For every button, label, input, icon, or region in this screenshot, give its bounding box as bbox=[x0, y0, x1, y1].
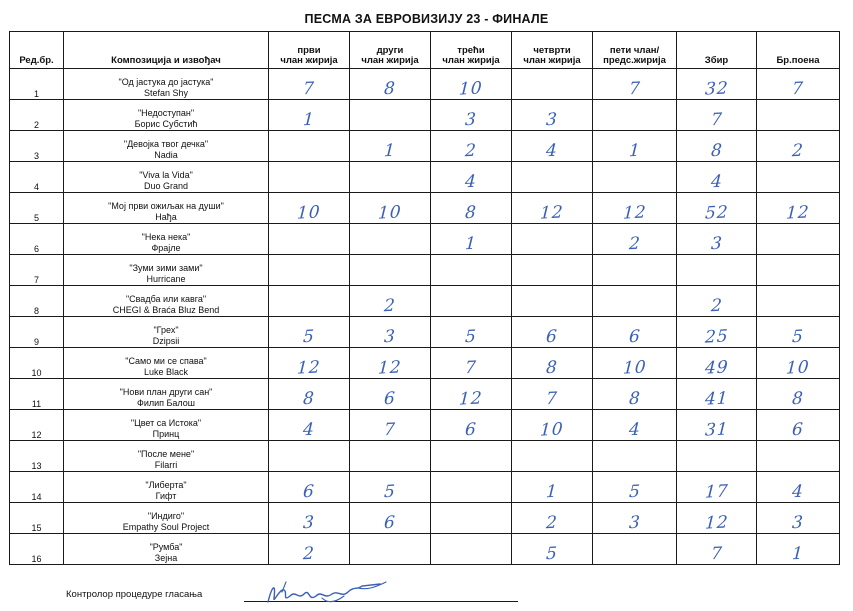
row-number: 5 bbox=[10, 193, 64, 224]
handwritten-value: 5 bbox=[383, 481, 397, 503]
points-awarded bbox=[757, 317, 840, 348]
song-artist-cell bbox=[64, 503, 269, 534]
points-awarded bbox=[757, 69, 840, 100]
handwritten-value: 7 bbox=[302, 78, 316, 100]
song-artist-cell bbox=[64, 534, 269, 565]
col-header-line: први bbox=[297, 45, 321, 56]
juror-5-score bbox=[593, 255, 677, 286]
col-header-line: четврти bbox=[533, 45, 571, 56]
song-title: "Нека нека" bbox=[141, 232, 191, 242]
total-score bbox=[677, 224, 757, 255]
col-header-juror-5 bbox=[593, 32, 677, 69]
juror-3-score bbox=[431, 69, 512, 100]
handwritten-value: 17 bbox=[704, 481, 729, 503]
handwritten-value: 8 bbox=[383, 78, 397, 100]
juror-2-score bbox=[350, 100, 431, 131]
handwritten-value: 1 bbox=[383, 140, 397, 162]
handwritten-value: 7 bbox=[628, 78, 641, 100]
song-artist-cell bbox=[64, 410, 269, 441]
handwritten-value: 10 bbox=[622, 357, 647, 379]
artist-name: CHEGI & Braća Bluz Bend bbox=[112, 305, 220, 315]
song-title: "После мене" bbox=[137, 449, 195, 459]
row-number: 12 bbox=[10, 410, 64, 441]
handwritten-value: 3 bbox=[710, 233, 723, 255]
juror-4-score bbox=[512, 348, 593, 379]
table-row bbox=[10, 162, 840, 193]
handwritten-value: 8 bbox=[464, 202, 478, 224]
juror-5-score bbox=[593, 224, 677, 255]
juror-4-score bbox=[512, 69, 593, 100]
artist-name: Нађа bbox=[155, 212, 177, 222]
juror-1-score bbox=[269, 69, 350, 100]
row-number: 4 bbox=[10, 162, 64, 193]
juror-3-score bbox=[431, 348, 512, 379]
juror-5-score bbox=[593, 410, 677, 441]
handwritten-value: 1 bbox=[791, 543, 805, 565]
handwritten-value: 12 bbox=[377, 357, 403, 379]
row-number: 16 bbox=[10, 534, 64, 565]
handwritten-value: 52 bbox=[704, 202, 729, 224]
total-score bbox=[677, 162, 757, 193]
col-header-line: члан жирија bbox=[361, 55, 419, 66]
juror-3-score bbox=[431, 255, 512, 286]
handwritten-value: 10 bbox=[458, 78, 484, 100]
handwritten-value: 10 bbox=[785, 357, 811, 379]
table-row bbox=[10, 255, 840, 286]
points-awarded bbox=[757, 472, 840, 503]
handwritten-value: 12 bbox=[458, 388, 484, 410]
juror-2-score bbox=[350, 193, 431, 224]
song-artist-cell bbox=[64, 348, 269, 379]
row-number: 9 bbox=[10, 317, 64, 348]
juror-5-score bbox=[593, 441, 677, 472]
col-header-juror-1 bbox=[269, 32, 350, 69]
juror-2-score bbox=[350, 255, 431, 286]
col-header-line: пети члан/ bbox=[609, 45, 660, 56]
song-title: "Индиго" bbox=[147, 511, 185, 521]
song-artist-cell bbox=[64, 441, 269, 472]
handwritten-value: 31 bbox=[704, 419, 729, 441]
juror-4-score bbox=[512, 410, 593, 441]
handwritten-value: 3 bbox=[383, 326, 397, 348]
juror-3-score bbox=[431, 224, 512, 255]
signature-image bbox=[262, 578, 412, 608]
song-title: "Зуми зими зами" bbox=[129, 263, 203, 273]
juror-3-score bbox=[431, 503, 512, 534]
points-awarded bbox=[757, 410, 840, 441]
table-row bbox=[10, 348, 840, 379]
juror-5-score bbox=[593, 131, 677, 162]
handwritten-value: 12 bbox=[539, 202, 565, 224]
song-artist-cell bbox=[64, 162, 269, 193]
table-body bbox=[10, 69, 840, 565]
handwritten-value: 1 bbox=[464, 233, 478, 255]
juror-5-score bbox=[593, 69, 677, 100]
table-row bbox=[10, 503, 840, 534]
table-row bbox=[10, 410, 840, 441]
col-header-points bbox=[757, 32, 840, 69]
song-title: "Од јастука до јастука" bbox=[118, 77, 214, 87]
handwritten-value: 2 bbox=[710, 295, 723, 317]
handwritten-value: 4 bbox=[545, 140, 559, 162]
juror-2-score bbox=[350, 379, 431, 410]
handwritten-value: 32 bbox=[704, 78, 729, 100]
points-awarded bbox=[757, 224, 840, 255]
juror-1-score bbox=[269, 534, 350, 565]
row-number: 8 bbox=[10, 286, 64, 317]
points-awarded bbox=[757, 348, 840, 379]
handwritten-value: 4 bbox=[464, 171, 478, 193]
col-header-line: трећи bbox=[457, 45, 485, 56]
juror-4-score bbox=[512, 224, 593, 255]
handwritten-value: 3 bbox=[302, 512, 316, 534]
handwritten-value: 41 bbox=[704, 388, 729, 410]
handwritten-value: 5 bbox=[628, 481, 641, 503]
handwritten-value: 8 bbox=[628, 388, 641, 410]
handwritten-value: 12 bbox=[296, 357, 322, 379]
juror-4-score bbox=[512, 162, 593, 193]
song-artist-cell bbox=[64, 100, 269, 131]
juror-4-score bbox=[512, 472, 593, 503]
handwritten-value: 6 bbox=[628, 326, 641, 348]
handwritten-value: 3 bbox=[545, 109, 559, 131]
table-row bbox=[10, 534, 840, 565]
col-header-line: члан жирија bbox=[442, 55, 500, 66]
juror-1-score bbox=[269, 317, 350, 348]
handwritten-value: 25 bbox=[704, 326, 729, 348]
song-artist-cell bbox=[64, 255, 269, 286]
juror-2-score bbox=[350, 131, 431, 162]
handwritten-value: 7 bbox=[791, 78, 805, 100]
juror-4-score bbox=[512, 441, 593, 472]
table-row bbox=[10, 131, 840, 162]
handwritten-value: 3 bbox=[464, 109, 478, 131]
juror-1-score bbox=[269, 379, 350, 410]
handwritten-value: 7 bbox=[383, 419, 397, 441]
song-artist-cell bbox=[64, 193, 269, 224]
total-score bbox=[677, 69, 757, 100]
artist-name: Борис Субстић bbox=[134, 119, 198, 129]
juror-2-score bbox=[350, 348, 431, 379]
song-title: "Само ми се спава" bbox=[125, 356, 207, 366]
juror-3-score bbox=[431, 441, 512, 472]
col-header-total bbox=[677, 32, 757, 69]
row-number: 3 bbox=[10, 131, 64, 162]
artist-name: Filarri bbox=[154, 460, 178, 470]
artist-name: Duo Grand bbox=[143, 181, 189, 191]
table-row bbox=[10, 441, 840, 472]
juror-2-score bbox=[350, 69, 431, 100]
handwritten-value: 49 bbox=[704, 357, 729, 379]
handwritten-value: 12 bbox=[785, 202, 811, 224]
handwritten-value: 3 bbox=[628, 512, 641, 534]
handwritten-value: 6 bbox=[383, 512, 397, 534]
handwritten-value: 7 bbox=[710, 109, 723, 131]
juror-4-score bbox=[512, 286, 593, 317]
juror-5-score bbox=[593, 193, 677, 224]
juror-4-score bbox=[512, 193, 593, 224]
artist-name: Stefan Shy bbox=[143, 88, 189, 98]
song-artist-cell bbox=[64, 131, 269, 162]
total-score bbox=[677, 534, 757, 565]
song-title: "Девојка твог дечка" bbox=[123, 139, 209, 149]
artist-name: Зејна bbox=[154, 553, 178, 563]
song-title: "Viva la Vida" bbox=[139, 170, 193, 180]
col-header-line: предс.жирија bbox=[603, 55, 666, 66]
col-header-line: Композиција и извођач bbox=[111, 55, 221, 66]
juror-5-score bbox=[593, 162, 677, 193]
points-awarded bbox=[757, 534, 840, 565]
song-title: "Грех" bbox=[153, 325, 179, 335]
song-title: "Недоступан" bbox=[137, 108, 195, 118]
juror-2-score bbox=[350, 472, 431, 503]
points-awarded bbox=[757, 503, 840, 534]
col-header-line: Ред.бр. bbox=[19, 55, 54, 66]
juror-1-score bbox=[269, 441, 350, 472]
total-score bbox=[677, 441, 757, 472]
juror-2-score bbox=[350, 503, 431, 534]
table-row bbox=[10, 100, 840, 131]
handwritten-value: 7 bbox=[710, 543, 723, 565]
juror-1-score bbox=[269, 286, 350, 317]
juror-1-score bbox=[269, 193, 350, 224]
juror-4-score bbox=[512, 131, 593, 162]
handwritten-value: 12 bbox=[704, 512, 729, 534]
juror-4-score bbox=[512, 503, 593, 534]
juror-2-score bbox=[350, 441, 431, 472]
juror-4-score bbox=[512, 255, 593, 286]
juror-5-score bbox=[593, 100, 677, 131]
juror-5-score bbox=[593, 534, 677, 565]
handwritten-value: 10 bbox=[539, 419, 565, 441]
table-row bbox=[10, 379, 840, 410]
juror-5-score bbox=[593, 317, 677, 348]
row-number: 1 bbox=[10, 69, 64, 100]
total-score bbox=[677, 472, 757, 503]
col-header-juror-3 bbox=[431, 32, 512, 69]
juror-4-score bbox=[512, 534, 593, 565]
col-header-line: члан жирија bbox=[280, 55, 338, 66]
handwritten-value: 2 bbox=[545, 512, 559, 534]
table-row bbox=[10, 472, 840, 503]
song-artist-cell bbox=[64, 317, 269, 348]
song-artist-cell bbox=[64, 286, 269, 317]
song-title: "Либерта" bbox=[145, 480, 187, 490]
handwritten-value: 10 bbox=[377, 202, 403, 224]
col-header-line: Бр.поена bbox=[776, 55, 820, 66]
handwritten-value: 6 bbox=[464, 419, 478, 441]
row-number: 13 bbox=[10, 441, 64, 472]
song-title: "Нови план други сан" bbox=[119, 387, 213, 397]
juror-3-score bbox=[431, 162, 512, 193]
artist-name: Фрајле bbox=[151, 243, 181, 253]
total-score bbox=[677, 100, 757, 131]
table-row bbox=[10, 69, 840, 100]
handwritten-value: 2 bbox=[464, 140, 478, 162]
juror-1-score bbox=[269, 224, 350, 255]
handwritten-value: 10 bbox=[296, 202, 322, 224]
col-header-song-artist bbox=[64, 32, 269, 69]
juror-3-score bbox=[431, 410, 512, 441]
points-awarded bbox=[757, 255, 840, 286]
total-score bbox=[677, 317, 757, 348]
juror-4-score bbox=[512, 100, 593, 131]
row-number: 7 bbox=[10, 255, 64, 286]
row-number: 10 bbox=[10, 348, 64, 379]
col-header-juror-2 bbox=[350, 32, 431, 69]
artist-name: Принц bbox=[152, 429, 180, 439]
handwritten-value: 8 bbox=[791, 388, 805, 410]
header-row bbox=[10, 32, 840, 69]
table-row bbox=[10, 224, 840, 255]
juror-1-score bbox=[269, 162, 350, 193]
handwritten-value: 1 bbox=[302, 109, 316, 131]
juror-1-score bbox=[269, 131, 350, 162]
artist-name: Empathy Soul Project bbox=[122, 522, 210, 532]
handwritten-value: 7 bbox=[464, 357, 478, 379]
handwritten-value: 3 bbox=[791, 512, 805, 534]
juror-5-score bbox=[593, 348, 677, 379]
handwritten-value: 5 bbox=[545, 543, 559, 565]
artist-name: Гифт bbox=[155, 491, 177, 501]
row-number: 2 bbox=[10, 100, 64, 131]
handwritten-value: 8 bbox=[710, 140, 723, 162]
artist-name: Hurricane bbox=[146, 274, 186, 284]
handwritten-value: 6 bbox=[791, 419, 805, 441]
points-awarded bbox=[757, 286, 840, 317]
juror-2-score bbox=[350, 286, 431, 317]
points-awarded bbox=[757, 441, 840, 472]
handwritten-value: 8 bbox=[545, 357, 559, 379]
row-number: 6 bbox=[10, 224, 64, 255]
song-title: "Свадба или кавга" bbox=[125, 294, 207, 304]
handwritten-value: 8 bbox=[302, 388, 316, 410]
song-title: "Румба" bbox=[149, 542, 183, 552]
juror-3-score bbox=[431, 100, 512, 131]
handwritten-value: 4 bbox=[628, 419, 641, 441]
total-score bbox=[677, 410, 757, 441]
juror-5-score bbox=[593, 472, 677, 503]
points-awarded bbox=[757, 100, 840, 131]
total-score bbox=[677, 131, 757, 162]
juror-2-score bbox=[350, 410, 431, 441]
handwritten-value: 1 bbox=[628, 140, 641, 162]
juror-5-score bbox=[593, 379, 677, 410]
juror-5-score bbox=[593, 503, 677, 534]
artist-name: Филип Балош bbox=[136, 398, 195, 408]
table-row bbox=[10, 286, 840, 317]
juror-3-score bbox=[431, 193, 512, 224]
juror-1-score bbox=[269, 410, 350, 441]
row-number: 14 bbox=[10, 472, 64, 503]
juror-1-score bbox=[269, 472, 350, 503]
song-artist-cell bbox=[64, 69, 269, 100]
handwritten-value: 1 bbox=[545, 481, 559, 503]
row-number: 15 bbox=[10, 503, 64, 534]
points-awarded bbox=[757, 162, 840, 193]
handwritten-value: 7 bbox=[545, 388, 559, 410]
table-row bbox=[10, 193, 840, 224]
document-title: ПЕСМА ЗА ЕВРОВИЗИЈУ 23 - ФИНАЛЕ bbox=[304, 12, 549, 26]
song-artist-cell bbox=[64, 379, 269, 410]
handwritten-value: 2 bbox=[628, 233, 641, 255]
song-artist-cell bbox=[64, 224, 269, 255]
handwritten-value: 4 bbox=[791, 481, 805, 503]
handwritten-value: 2 bbox=[791, 140, 805, 162]
total-score bbox=[677, 379, 757, 410]
col-header-juror-4 bbox=[512, 32, 593, 69]
song-title: "Мој први ожиљак на души" bbox=[108, 201, 224, 211]
col-header-line: Збир bbox=[704, 55, 729, 66]
total-score bbox=[677, 348, 757, 379]
handwritten-value: 5 bbox=[791, 326, 805, 348]
points-awarded bbox=[757, 193, 840, 224]
juror-2-score bbox=[350, 534, 431, 565]
juror-2-score bbox=[350, 317, 431, 348]
col-header-line: члан жирија bbox=[523, 55, 581, 66]
juror-1-score bbox=[269, 503, 350, 534]
handwritten-value: 6 bbox=[302, 481, 316, 503]
handwritten-value: 6 bbox=[383, 388, 397, 410]
song-artist-cell bbox=[64, 472, 269, 503]
row-number: 11 bbox=[10, 379, 64, 410]
juror-4-score bbox=[512, 379, 593, 410]
juror-3-score bbox=[431, 131, 512, 162]
handwritten-value: 4 bbox=[302, 419, 316, 441]
juror-3-score bbox=[431, 472, 512, 503]
handwritten-value: 5 bbox=[464, 326, 478, 348]
handwritten-value: 6 bbox=[545, 326, 559, 348]
table-row bbox=[10, 317, 840, 348]
vote-controller-label: Контролор процедуре гласања bbox=[66, 589, 203, 600]
col-header-line: други bbox=[376, 45, 404, 56]
total-score bbox=[677, 193, 757, 224]
artist-name: Nadia bbox=[154, 150, 178, 160]
handwritten-value: 4 bbox=[710, 171, 723, 193]
total-score bbox=[677, 255, 757, 286]
points-awarded bbox=[757, 131, 840, 162]
juror-1-score bbox=[269, 348, 350, 379]
juror-3-score bbox=[431, 534, 512, 565]
total-score bbox=[677, 503, 757, 534]
artist-name: Dzipsii bbox=[152, 336, 180, 346]
juror-3-score bbox=[431, 286, 512, 317]
juror-4-score bbox=[512, 317, 593, 348]
juror-2-score bbox=[350, 162, 431, 193]
juror-1-score bbox=[269, 255, 350, 286]
points-awarded bbox=[757, 379, 840, 410]
handwritten-value: 12 bbox=[622, 202, 647, 224]
artist-name: Luke Black bbox=[143, 367, 189, 377]
juror-1-score bbox=[269, 100, 350, 131]
jury-score-table bbox=[9, 31, 840, 565]
total-score bbox=[677, 286, 757, 317]
handwritten-value: 2 bbox=[302, 543, 316, 565]
juror-2-score bbox=[350, 224, 431, 255]
handwritten-value: 2 bbox=[383, 295, 397, 317]
juror-3-score bbox=[431, 379, 512, 410]
song-title: "Цвет са Истока" bbox=[130, 418, 202, 428]
col-header-number bbox=[10, 32, 64, 69]
juror-3-score bbox=[431, 317, 512, 348]
handwritten-value: 5 bbox=[302, 326, 316, 348]
juror-5-score bbox=[593, 286, 677, 317]
